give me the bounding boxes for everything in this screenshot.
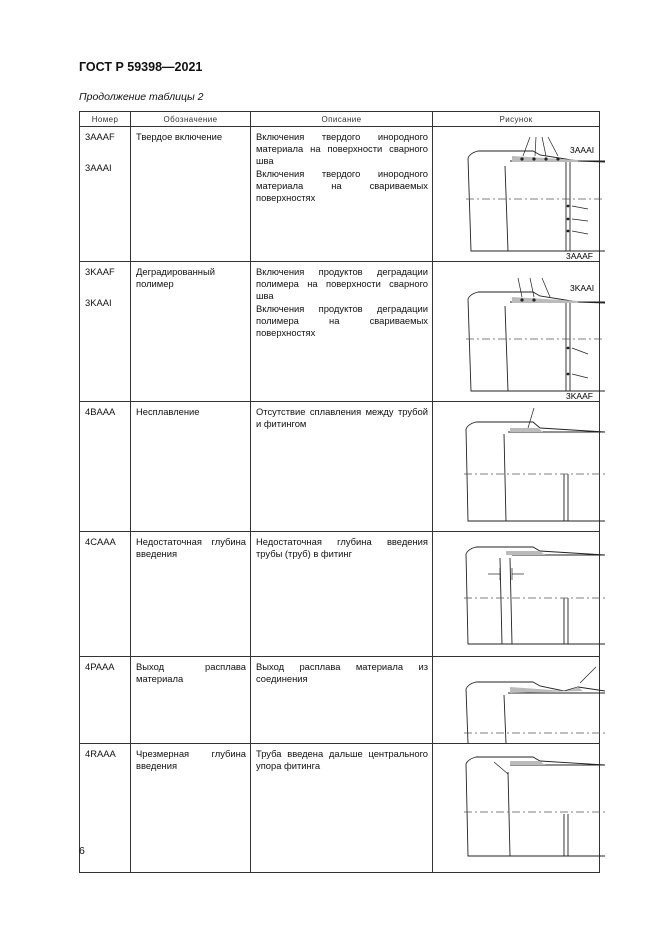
table-header-row [80, 112, 600, 127]
defect-code: 4BAAA [85, 406, 116, 417]
row-figure [433, 402, 600, 532]
column-header-figure: Рисунок [433, 112, 600, 127]
row-description [251, 402, 433, 532]
figure-label: 3AAAI [570, 145, 595, 155]
row-codes [80, 127, 131, 262]
figure-label: 3KAAF [566, 391, 593, 401]
row-designation [131, 127, 251, 262]
column-header-description: Описание [251, 112, 433, 127]
figure-lack-of-fusion [438, 406, 605, 531]
page-number: 6 [79, 845, 85, 857]
row-figure [433, 657, 600, 744]
column-header-number: Номер [80, 112, 131, 127]
defect-name: Несплавление [136, 406, 200, 417]
defect-name: Выход расплава материала [136, 661, 246, 685]
row-figure [433, 532, 600, 657]
table-row [80, 402, 600, 532]
row-figure [433, 127, 600, 262]
defect-description: Включения продуктов деградации полимера на свариваемых поверхностях [256, 302, 428, 339]
row-figure [433, 262, 600, 402]
row-designation [131, 657, 251, 744]
defect-description: Включения продуктов деградации полимера на поверхности сварного шва [256, 266, 428, 302]
figure-excessive-depth [438, 748, 605, 872]
row-description [251, 744, 433, 873]
row-description [251, 262, 433, 402]
defect-name: Недостаточная глубина введения [136, 536, 246, 560]
row-description [251, 657, 433, 744]
row-codes [80, 402, 131, 532]
defect-code: 4CAAA [85, 536, 116, 547]
defect-description: Выход расплава материала из соединения [256, 661, 428, 685]
figure-melt-exudation [438, 661, 605, 743]
table-row [80, 657, 600, 744]
row-designation [131, 262, 251, 402]
figure-label: 3AAAF [566, 251, 593, 261]
defect-name: Чрезмерная глубина введения [136, 748, 246, 772]
table-row [80, 127, 600, 262]
row-codes [80, 532, 131, 657]
defect-code: 3KAAF [85, 266, 115, 277]
table-row [80, 744, 600, 873]
defect-code: 4RAAA [85, 748, 116, 759]
defect-name: Твердое включение [136, 131, 223, 142]
column-header-designation: Обозначение [131, 112, 251, 127]
defect-code: 3AAAI [85, 162, 112, 174]
defect-description: Включения твердого инородного материала на свариваемых поверхностях [256, 167, 428, 204]
row-figure [433, 744, 600, 873]
row-codes [80, 657, 131, 744]
defect-description: Включения твердого инородного материала на поверхности сварного шва [256, 131, 428, 167]
defect-code: 4PAAA [85, 661, 115, 672]
inclusion-dots [520, 157, 569, 232]
row-codes [80, 744, 131, 873]
row-codes [80, 262, 131, 402]
defect-description: Отсутствие сплавления между трубой и фитингом [256, 406, 428, 430]
row-description [251, 127, 433, 262]
defect-code: 3KAAI [85, 297, 112, 309]
table-row [80, 532, 600, 657]
figure-insufficient-depth [438, 536, 605, 656]
figure-degraded-polymer [438, 266, 605, 401]
defects-table [79, 111, 600, 873]
defect-description: Труба введена дальше центрального упора фитинга [256, 748, 428, 772]
table-caption: Продолжение таблицы 2 [79, 91, 204, 103]
defect-code: 3AAAF [85, 131, 115, 142]
table-row [80, 262, 600, 402]
defect-name: Деградированный полимер [136, 266, 215, 290]
row-designation [131, 532, 251, 657]
figure-label: 3KAAI [570, 283, 595, 293]
row-designation [131, 402, 251, 532]
row-designation [131, 744, 251, 873]
row-description [251, 532, 433, 657]
figure-solid-inclusion [438, 131, 605, 261]
defect-description: Недостаточная глубина введения трубы (труб) в фитинг [256, 536, 428, 560]
document-title: ГОСТ Р 59398—2021 [79, 60, 203, 74]
